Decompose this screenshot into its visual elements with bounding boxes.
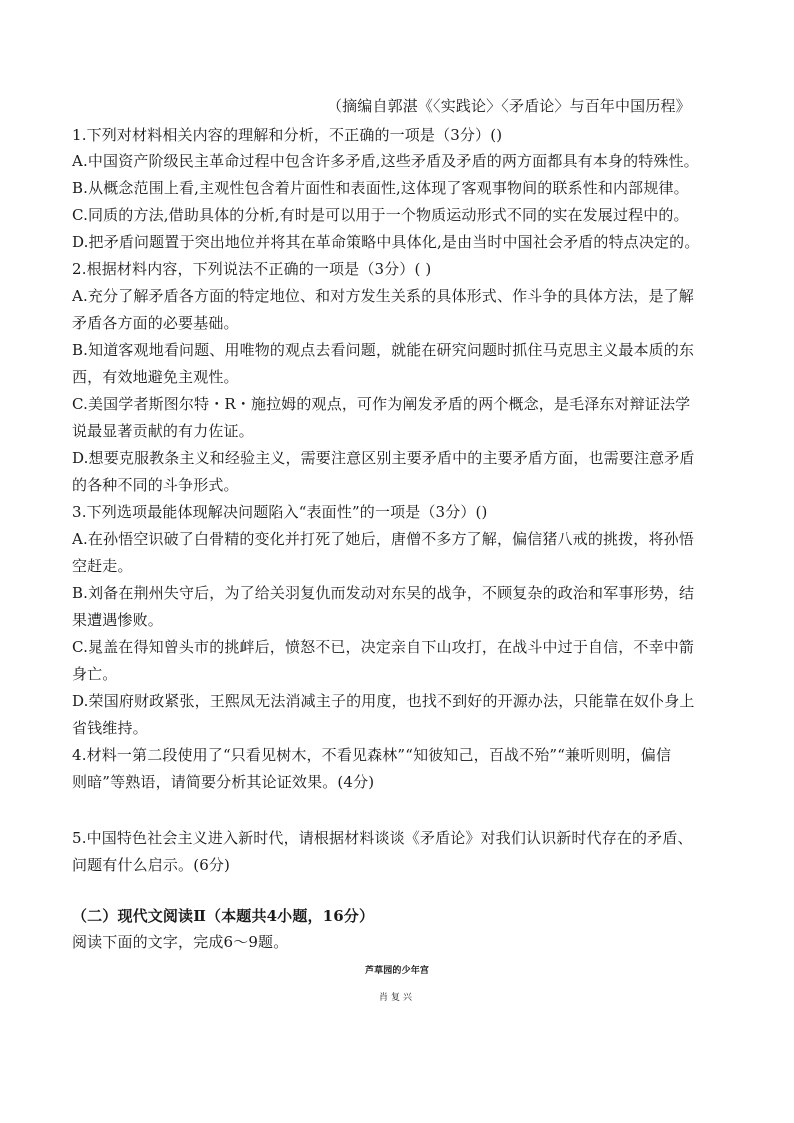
question-1-option-a: A.中国资产阶级民主革命过程中包含许多矛盾,这些矛盾及矛盾的两方面都具有本身的特殊性。 bbox=[72, 152, 699, 170]
article-title: 芦草园的少年宫 bbox=[364, 966, 430, 976]
question-2-option-b-line1: B.知道客观地看问题、用唯物的观点去看问题，就能在研究问题时抓住马克思主义最本质的东 bbox=[72, 341, 695, 359]
question-1-option-b: B.从概念范围上看,主观性包含着片面性和表面性,这体现了客观事物间的联系性和内部规律。 bbox=[72, 179, 689, 197]
reading-instruction: 阅读下面的文字，完成6～9题。 bbox=[72, 933, 289, 951]
question-5-line1: 5.中国特色社会主义进入新时代，请根据材料谈谈《矛盾论》对我们认识新时代存在的矛盾、 bbox=[72, 829, 693, 847]
question-2-option-b-line2: 西，有效地避免主观性。 bbox=[72, 368, 239, 386]
question-3-option-a-line1: A.在孙悟空识破了白骨精的变化并打死了她后，唐僧不多方了解，偏信猪八戒的挑拨，将孙悟 bbox=[72, 530, 694, 548]
question-1-option-c: C.同质的方法,借助具体的分析,有时是可以用于一个物质运动形式不同的实在发展过程中的。 bbox=[72, 206, 689, 224]
article-author: 肖复兴 bbox=[378, 993, 415, 1003]
question-3-option-b-line2: 果遭遇惨败。 bbox=[72, 611, 163, 629]
question-4-line2: 则暗”等熟语，请简要分析其论证效果。(4分) bbox=[72, 773, 375, 791]
question-1-stem: 1.下列对材料相关内容的理解和分析，不正确的一项是（3分）() bbox=[72, 126, 503, 144]
question-3-option-d-line1: D.荣国府财政紧张，王熙凤无法消减主子的用度，也找不到好的开源办法，只能靠在奴仆身上 bbox=[72, 692, 695, 710]
question-5-line2: 问题有什么启示。(6分) bbox=[72, 856, 231, 874]
question-3-option-a-line2: 空赶走。 bbox=[72, 557, 133, 575]
question-1-option-d: D.把矛盾问题置于突出地位并将其在革命策略中具体化,是由当时中国社会矛盾的特点决定的。 bbox=[72, 233, 700, 251]
question-2-stem: 2.根据材料内容，下列说法不正确的一项是（3分）( ) bbox=[72, 260, 432, 278]
question-2-option-c-line1: C.美国学者斯图尔特・R・施拉姆的观点，可作为阐发矛盾的两个概念，是毛泽东对辩证法学 bbox=[72, 395, 691, 413]
question-4-line1: 4.材料一第二段使用了“只看见树木，不看见森林”“知彼知己，百战不殆”“兼听则明，偏信 bbox=[72, 746, 672, 764]
question-3-option-c-line1: C.晁盖在得知曾头市的挑衅后，愤怒不已，决定亲自下山攻打，在战斗中过于自信，不幸中箭 bbox=[72, 638, 695, 656]
question-2-option-a-line1: A.充分了解矛盾各方面的特定地位、和对方发生关系的具体形式、作斗争的具体方法，是了解 bbox=[72, 287, 694, 305]
question-2-option-d-line2: 的各种不同的斗争形式。 bbox=[72, 476, 239, 494]
question-2-option-a-line2: 矛盾各方面的必要基础。 bbox=[72, 314, 239, 332]
section-heading: （二）现代文阅读Ⅱ（本题共4小题，16分） bbox=[72, 907, 375, 925]
question-2-option-c-line2: 说最显著贡献的有力佐证。 bbox=[72, 422, 254, 440]
question-2-option-d-line1: D.想要克服教条主义和经验主义，需要注意区别主要矛盾中的主要矛盾方面，也需要注意矛盾 bbox=[72, 449, 695, 467]
question-3-option-c-line2: 身亡。 bbox=[72, 665, 118, 683]
source-citation: （摘编自郭湛《〈实践论〉〈矛盾论〉与百年中国历程》 bbox=[327, 97, 691, 115]
question-3-option-d-line2: 省钱维持。 bbox=[72, 719, 148, 737]
question-3-stem: 3.下列选项最能体现解决问题陷入“表面性”的一项是（3分）() bbox=[72, 503, 488, 521]
question-3-option-b-line1: B.刘备在荆州失守后，为了给关羽复仇而发动对东吴的战争，不顾复杂的政治和军事形势，结 bbox=[72, 584, 695, 602]
